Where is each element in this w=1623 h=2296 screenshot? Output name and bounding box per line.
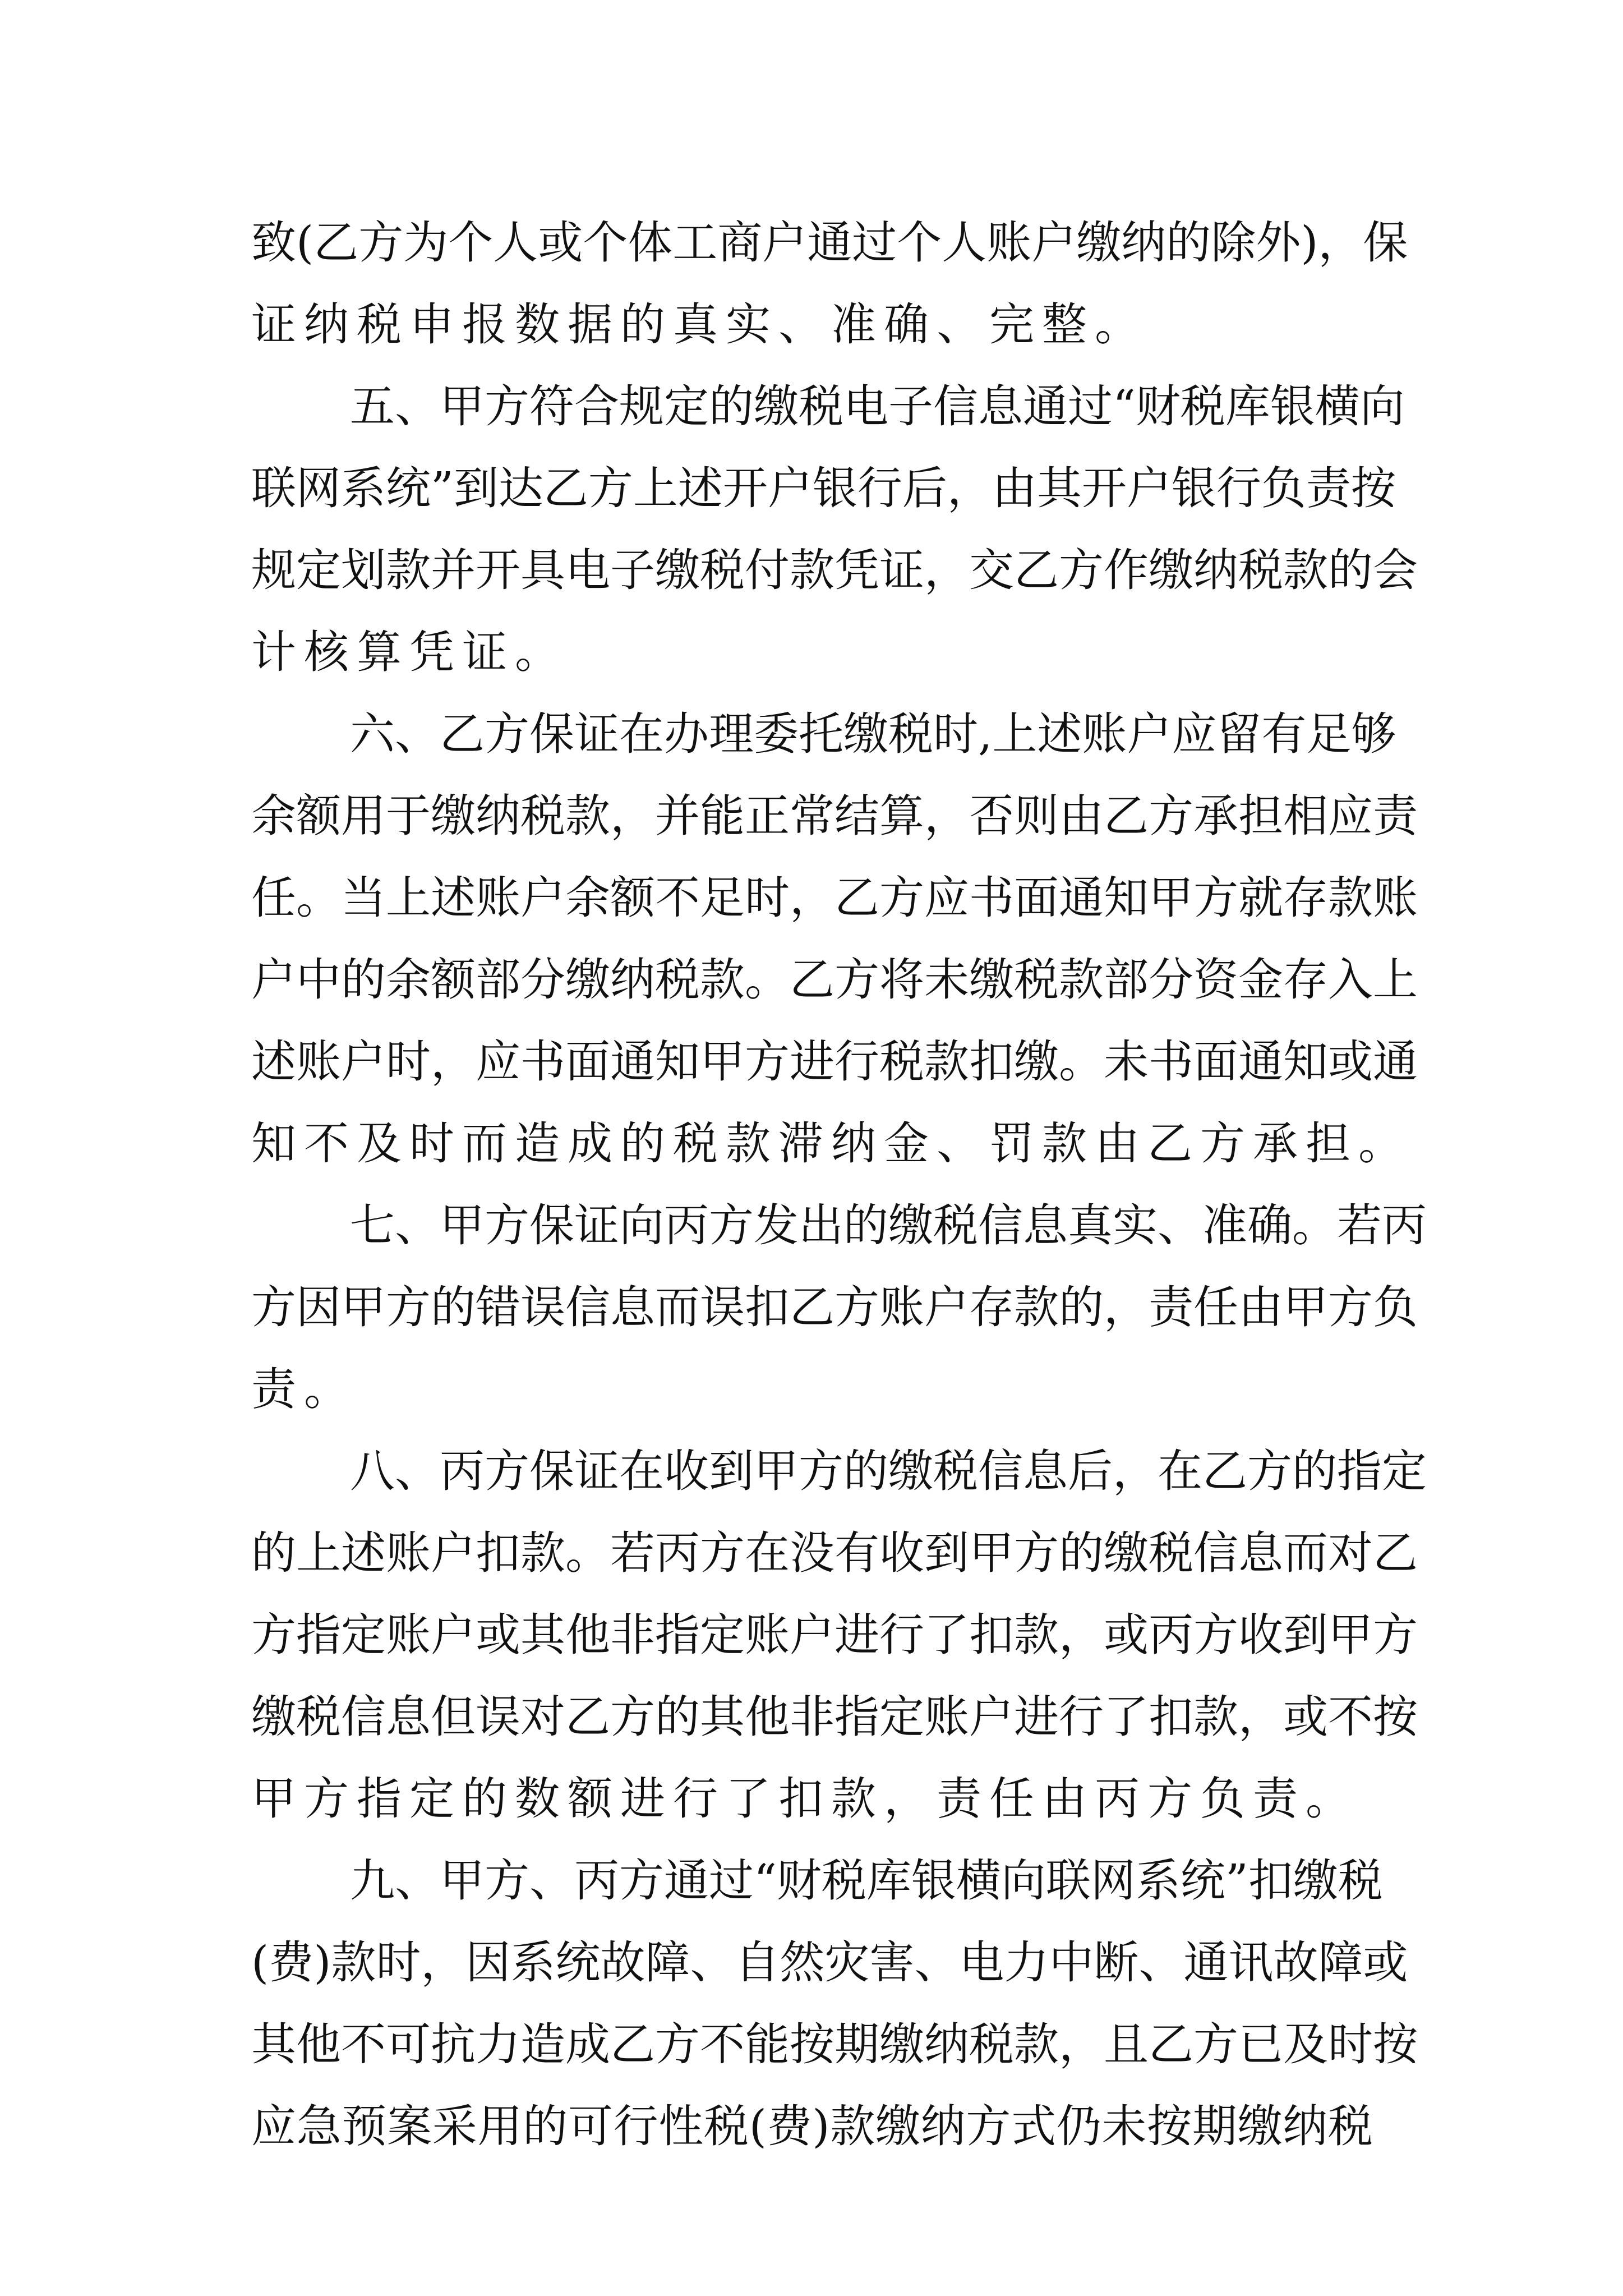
- text-line: 其他不可抗力造成乙方不能按期缴纳税款，且乙方已及时按: [251, 2018, 1418, 2070]
- text-line: 联网系统”到达乙方上述开户银行后，由其开户银行负责按: [251, 462, 1396, 514]
- text-line: 的上述账户扣款。若丙方在没有收到甲方的缴税信息而对乙: [251, 1527, 1418, 1579]
- text-line: 证纳税申报数据的真实、准确、完整。: [251, 298, 1147, 351]
- text-line: 缴税信息但误对乙方的其他非指定账户进行了扣款，或不按: [251, 1691, 1418, 1743]
- text-line: 余额用于缴纳税款，并能正常结算，否则由乙方承担相应责: [251, 790, 1418, 842]
- text-line: 计核算凭证。: [251, 626, 568, 678]
- text-line: 应急预案采用的可行性税(费)款缴纳方式仍未按期缴纳税: [251, 2100, 1373, 2152]
- text-line: 六、乙方保证在办理委托缴税时,上述账户应留有足够: [350, 708, 1396, 760]
- text-line: (费)款时，因系统故障、自然灾害、电力中断、通讯故障或: [251, 1936, 1408, 1989]
- text-line: 方因甲方的错误信息而误扣乙方账户存款的，责任由甲方负: [251, 1281, 1418, 1333]
- text-line: 七、甲方保证向丙方发出的缴税信息真实、准确。若丙: [350, 1199, 1427, 1251]
- text-line: 户中的余额部分缴纳税款。乙方将未缴税款部分资金存入上: [251, 954, 1418, 1006]
- text-line: 知不及时而造成的税款滞纳金、罚款由乙方承担。: [251, 1117, 1411, 1170]
- text-line: 九、甲方、丙方通过“财税库银横向联网系统”扣缴税: [350, 1855, 1383, 1907]
- text-line: 责。: [251, 1363, 357, 1415]
- text-line: 致(乙方为个人或个体工商户通过个人账户缴纳的除外)，保: [251, 217, 1408, 269]
- text-line: 任。当上述账户余额不足时，乙方应书面通知甲方就存款账: [251, 872, 1418, 924]
- text-line: 五、甲方符合规定的缴税电子信息通过“财税库银横向: [350, 380, 1405, 432]
- text-line: 述账户时，应书面通知甲方进行税款扣缴。未书面通知或通: [251, 1036, 1418, 1088]
- document-body: [251, 202, 1427, 2168]
- text-line: 方指定账户或其他非指定账户进行了扣款，或丙方收到甲方: [251, 1609, 1418, 1661]
- text-line: 规定划款并开具电子缴税付款凭证，交乙方作缴纳税款的会: [251, 544, 1418, 596]
- text-line: 甲方指定的数额进行了扣款，责任由丙方负责。: [251, 1773, 1358, 1825]
- text-line: 八、丙方保证在收到甲方的缴税信息后，在乙方的指定: [350, 1445, 1427, 1497]
